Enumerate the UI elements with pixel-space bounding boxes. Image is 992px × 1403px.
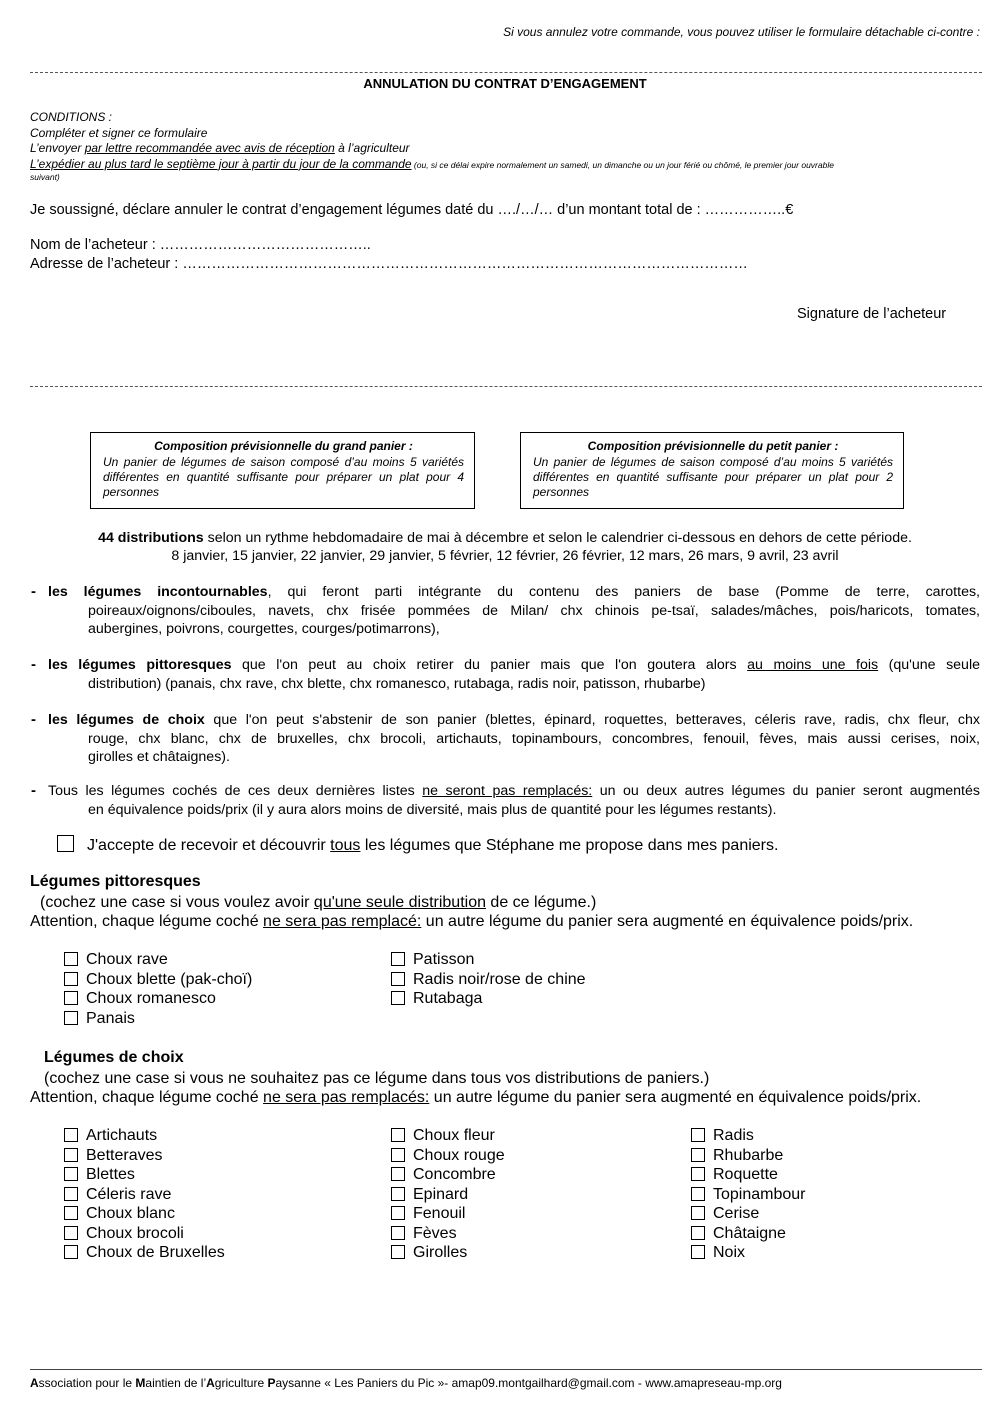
accept-all-row: J'accepte de recevoir et découvrir tous les légumes que Stéphane me propose dans mes paniers. [57, 835, 778, 855]
buyer-address-field[interactable]: Adresse de l’acheteur : ……………………………………………………………………………………………………… [30, 256, 748, 272]
checkbox[interactable] [691, 1245, 705, 1259]
checkbox-item[interactable]: Choux rave [64, 950, 252, 970]
footer-rule [30, 1369, 982, 1370]
checkbox-item[interactable]: Choux blette (pak-choï) [64, 970, 252, 990]
header-note: Si vous annulez votre commande, vous pouvez utiliser le formulaire détachable ci-contre : [503, 25, 980, 39]
condition-3: L’expédier au plus tard le septième jour à partir du jour de la commande (ou, si ce délai expire normalement un samedi, un dimanche ou un jour férié ou chômé, le premier jour ouvrable [30, 156, 834, 171]
checkbox[interactable] [64, 972, 78, 986]
pittoresques-instructions: (cochez une case si vous voulez avoir qu'une seule distribution de ce légume.) Attention, chaque légume coché ne sera pas remplacé: un autre légume du panier sera augmenté en équivalence poids/prix. [30, 894, 914, 930]
declaration-line: Je soussigné, déclare annuler le contrat d’engagement légumes daté du …./…/… d’un montant total de : ……………..€ [30, 202, 794, 218]
distributions-info: 44 distributions selon un rythme hebdomadaire de mai à décembre et selon le calendrier ci-dessous en dehors de cette période. 8 janvier, 15 janvier, 22 janvier, 29 janvier, 5 février, 12 février, 26 février, 12 mars, 26 mars, 9 avril, 23 avril [0, 529, 992, 565]
checkbox-item[interactable]: Choux brocoli [64, 1224, 225, 1244]
checkbox[interactable] [691, 1187, 705, 1201]
checkbox[interactable] [64, 1011, 78, 1025]
checkbox[interactable] [391, 1206, 405, 1220]
checkbox-item[interactable]: Concombre [391, 1165, 505, 1185]
checkbox[interactable] [391, 1148, 405, 1162]
petit-panier-title: Composition prévisionnelle du petit panier : [587, 439, 839, 453]
checkbox[interactable] [64, 991, 78, 1005]
checkbox-item[interactable]: Choux fleur [391, 1126, 505, 1146]
checkbox[interactable] [64, 1167, 78, 1181]
bullet-pittoresques: les légumes pittoresques que l'on peut au choix retirer du panier mais que l'on goutera alors au moins une fois (qu'une seule distribution) (panais, chx rave, chx blette, chx romanesco, rutabaga, radis noir, patisson, rhubarbe) [48, 657, 980, 692]
checkbox-item[interactable]: Choux rouge [391, 1146, 505, 1166]
grand-panier-text: Un panier de légumes de saison composé d’au moins 5 variétés différentes en quantité suffisante pour préparer un plat pour 4 personnes [103, 455, 464, 499]
choix-instructions: (cochez une case si vous ne souhaitez pas ce légume dans tous vos distributions de paniers.) Attention, chaque légume coché ne sera pas remplacés: un autre légume du panier sera augmenté en équivalence poids/prix. [30, 1070, 922, 1106]
bullet-non-remplaces: Tous les légumes cochés de ces deux dernières listes ne seront pas remplacés: un ou deux autres légumes du panier seront augmentés en équivalence poids/prix (il y aura alors moins de diversité, mais plus de quantité pour les légumes restants). [48, 783, 980, 818]
checkbox[interactable] [64, 1128, 78, 1142]
petit-panier-box [520, 432, 904, 509]
distribution-dates: 8 janvier, 15 janvier, 22 janvier, 29 janvier, 5 février, 12 février, 26 février, 12 mars, 26 mars, 9 avril, 23 avril [171, 548, 839, 564]
cut-line-bottom [30, 386, 982, 387]
checkbox[interactable] [391, 991, 405, 1005]
bullet-dash: - [31, 583, 36, 600]
petit-panier-text: Un panier de légumes de saison composé d’au moins 5 variétés différentes en quantité suffisante pour préparer un plat pour 2 personnes [533, 455, 893, 499]
checkbox-item[interactable]: Epinard [391, 1185, 505, 1205]
checkbox-item[interactable]: Blettes [64, 1165, 225, 1185]
checkbox[interactable] [64, 1226, 78, 1240]
conditions-label: CONDITIONS : [30, 110, 113, 124]
checkbox[interactable] [391, 1226, 405, 1240]
checkbox[interactable] [64, 1206, 78, 1220]
checkbox-item[interactable]: Choux blanc [64, 1204, 225, 1224]
checkbox-item[interactable]: Fèves [391, 1224, 505, 1244]
conditions-block [30, 110, 985, 182]
checkbox-item[interactable]: Cerise [691, 1204, 806, 1224]
cancel-title: ANNULATION DU CONTRAT D’ENGAGEMENT [363, 76, 647, 91]
checkbox-item[interactable]: Châtaigne [691, 1224, 806, 1244]
checkbox[interactable] [391, 1245, 405, 1259]
checkbox-item[interactable]: Céleris rave [64, 1185, 225, 1205]
checkbox[interactable] [691, 1206, 705, 1220]
checkbox-item[interactable]: Radis noir/rose de chine [391, 970, 586, 990]
bullet-dash: - [31, 656, 36, 673]
checkbox[interactable] [391, 1187, 405, 1201]
checkbox[interactable] [691, 1226, 705, 1240]
checkbox-item[interactable]: Rhubarbe [691, 1146, 806, 1166]
condition-3-cont: suivant) [30, 172, 60, 182]
buyer-name-field[interactable]: Nom de l’acheteur : …………………………………….. [30, 237, 371, 253]
signature-label: Signature de l’acheteur [797, 306, 947, 322]
footer-text: Association pour le Maintien de l’Agriculture Paysanne « Les Paniers du Pic »- amap09.montgailhard@gmail.com - www.amapreseau-mp.org [30, 1376, 782, 1390]
choix-col1 [64, 1126, 225, 1263]
cut-line-top [30, 72, 982, 73]
checkbox[interactable] [64, 1148, 78, 1162]
checkbox[interactable] [391, 952, 405, 966]
checkbox[interactable] [391, 1167, 405, 1181]
checkbox-item[interactable]: Panais [64, 1009, 252, 1029]
checkbox-item[interactable]: Topinambour [691, 1185, 806, 1205]
pittoresques-col2 [391, 950, 586, 1009]
checkbox-item[interactable]: Rutabaga [391, 989, 586, 1009]
choix-col2 [391, 1126, 505, 1263]
checkbox[interactable] [391, 1128, 405, 1142]
bullet-choix: les légumes de choix que l'on peut s'abstenir de son panier (blettes, épinard, roquettes, betteraves, céleris rave, radis, chx fleur, chx rouge, chx blanc, chx de bruxelles, chx brocoli, artichauts, topinambours, concombres, fenouil, fèves, mais aussi cerises, noix, girolles et châtaignes). [48, 712, 980, 765]
checkbox[interactable] [691, 1148, 705, 1162]
bullet-dash: - [31, 711, 36, 728]
checkbox[interactable] [691, 1128, 705, 1142]
checkbox-item[interactable]: Noix [691, 1243, 806, 1263]
pittoresques-col1 [64, 950, 252, 1028]
checkbox-item[interactable]: Choux de Bruxelles [64, 1243, 225, 1263]
checkbox[interactable] [691, 1167, 705, 1181]
accept-all-checkbox[interactable] [57, 835, 74, 852]
checkbox-item[interactable]: Betteraves [64, 1146, 225, 1166]
grand-panier-box [90, 432, 475, 509]
checkbox-item[interactable]: Choux romanesco [64, 989, 252, 1009]
bullet-dash: - [31, 782, 36, 799]
checkbox-item[interactable]: Fenouil [391, 1204, 505, 1224]
checkbox[interactable] [64, 952, 78, 966]
pittoresques-title: Légumes pittoresques [30, 873, 201, 890]
checkbox[interactable] [64, 1187, 78, 1201]
checkbox-item[interactable]: Radis [691, 1126, 806, 1146]
checkbox-item[interactable]: Artichauts [64, 1126, 225, 1146]
checkbox-item[interactable]: Girolles [391, 1243, 505, 1263]
choix-title: Légumes de choix [44, 1049, 184, 1066]
grand-panier-title: Composition prévisionnelle du grand panier : [154, 439, 413, 453]
checkbox-item[interactable]: Patisson [391, 950, 586, 970]
checkbox[interactable] [391, 972, 405, 986]
checkbox-item[interactable]: Roquette [691, 1165, 806, 1185]
bullet-incontournables: les légumes incontournables, qui feront parti intégrante du contenu des paniers de base (Pomme de terre, carottes, poireaux/oignons/ciboules, navets, chx frisée pommées de Milan/ chx chinois pe-tsaï, salades/mâches, pois/haricots, tomates, aubergines, poivrons, courgettes, courges/potimarrons), [48, 584, 980, 637]
condition-2: L’envoyer par lettre recommandée avec avis de réception à l’agriculteur [30, 141, 410, 155]
choix-col3 [691, 1126, 806, 1263]
checkbox[interactable] [64, 1245, 78, 1259]
condition-1: Compléter et signer ce formulaire [30, 125, 208, 140]
